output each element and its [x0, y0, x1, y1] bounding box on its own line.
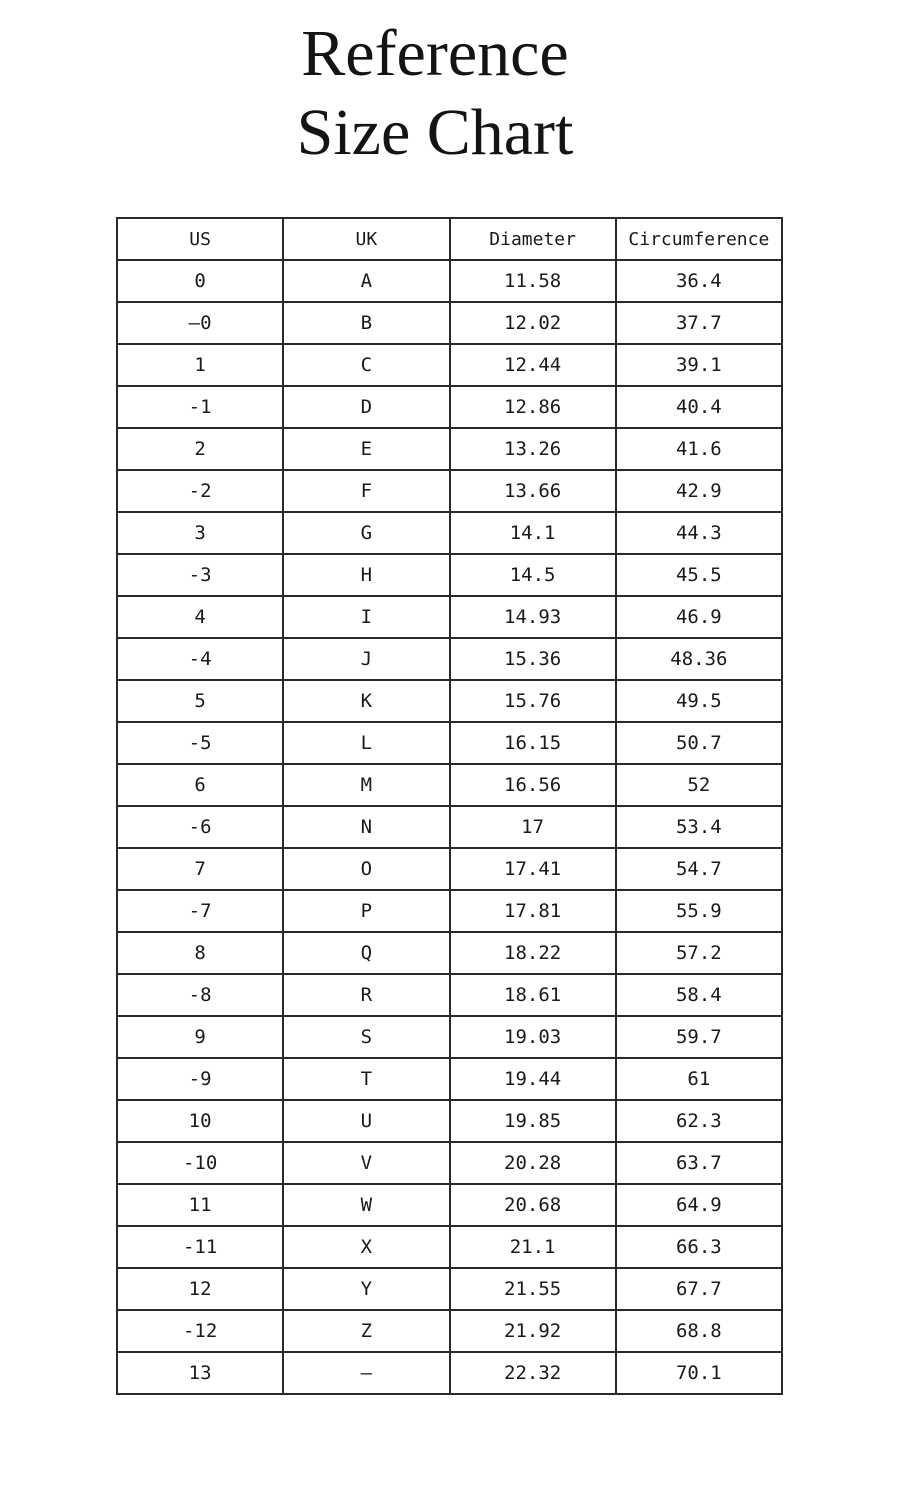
cell-uk: C	[283, 344, 449, 386]
table-row	[117, 344, 782, 386]
cell-circumference: 50.7	[616, 722, 782, 764]
table-row	[117, 1058, 782, 1100]
cell-uk: U	[283, 1100, 449, 1142]
cell-diameter: 12.02	[450, 302, 616, 344]
cell-diameter: 14.1	[450, 512, 616, 554]
cell-uk: T	[283, 1058, 449, 1100]
header-diameter: Diameter	[450, 218, 616, 260]
header-circumference: Circumference	[616, 218, 782, 260]
table-row	[117, 764, 782, 806]
cell-us: -12	[117, 1310, 283, 1352]
cell-diameter: 14.93	[450, 596, 616, 638]
cell-diameter: 13.26	[450, 428, 616, 470]
cell-circumference: 37.7	[616, 302, 782, 344]
cell-uk: V	[283, 1142, 449, 1184]
cell-us: 0	[117, 260, 283, 302]
cell-diameter: 15.36	[450, 638, 616, 680]
size-chart-table	[116, 217, 783, 1395]
cell-circumference: 63.7	[616, 1142, 782, 1184]
cell-us: -5	[117, 722, 283, 764]
cell-us: 10	[117, 1100, 283, 1142]
cell-us: —0	[117, 302, 283, 344]
cell-diameter: 15.76	[450, 680, 616, 722]
cell-diameter: 22.32	[450, 1352, 616, 1394]
cell-us: 13	[117, 1352, 283, 1394]
cell-us: -2	[117, 470, 283, 512]
cell-circumference: 59.7	[616, 1016, 782, 1058]
table-row	[117, 1184, 782, 1226]
cell-us: -9	[117, 1058, 283, 1100]
table-row	[117, 1310, 782, 1352]
cell-circumference: 46.9	[616, 596, 782, 638]
cell-diameter: 14.5	[450, 554, 616, 596]
cell-circumference: 45.5	[616, 554, 782, 596]
cell-uk: N	[283, 806, 449, 848]
cell-us: 6	[117, 764, 283, 806]
cell-circumference: 66.3	[616, 1226, 782, 1268]
cell-diameter: 17	[450, 806, 616, 848]
cell-us: 2	[117, 428, 283, 470]
table-row	[117, 680, 782, 722]
cell-uk: G	[283, 512, 449, 554]
cell-diameter: 19.03	[450, 1016, 616, 1058]
cell-circumference: 61	[616, 1058, 782, 1100]
cell-uk: O	[283, 848, 449, 890]
table-row	[117, 302, 782, 344]
table-row	[117, 890, 782, 932]
cell-us: 11	[117, 1184, 283, 1226]
table-row	[117, 470, 782, 512]
cell-circumference: 58.4	[616, 974, 782, 1016]
cell-us: 1	[117, 344, 283, 386]
table-row	[117, 638, 782, 680]
cell-uk: X	[283, 1226, 449, 1268]
cell-uk: R	[283, 974, 449, 1016]
page-title-line-2: Size Chart	[296, 96, 574, 169]
cell-us: 7	[117, 848, 283, 890]
cell-circumference: 42.9	[616, 470, 782, 512]
cell-diameter: 19.44	[450, 1058, 616, 1100]
cell-circumference: 49.5	[616, 680, 782, 722]
cell-uk: Y	[283, 1268, 449, 1310]
cell-us: -6	[117, 806, 283, 848]
cell-diameter: 13.66	[450, 470, 616, 512]
table-row	[117, 974, 782, 1016]
table-header-row	[117, 218, 782, 260]
cell-diameter: 20.68	[450, 1184, 616, 1226]
cell-diameter: 11.58	[450, 260, 616, 302]
cell-uk: J	[283, 638, 449, 680]
cell-diameter: 16.15	[450, 722, 616, 764]
cell-diameter: 21.92	[450, 1310, 616, 1352]
table-row	[117, 1226, 782, 1268]
table-row	[117, 512, 782, 554]
cell-uk: S	[283, 1016, 449, 1058]
cell-diameter: 18.22	[450, 932, 616, 974]
cell-diameter: 20.28	[450, 1142, 616, 1184]
table-row	[117, 260, 782, 302]
table-row	[117, 428, 782, 470]
cell-diameter: 21.1	[450, 1226, 616, 1268]
cell-circumference: 54.7	[616, 848, 782, 890]
cell-us: 4	[117, 596, 283, 638]
cell-diameter: 16.56	[450, 764, 616, 806]
header-us: US	[117, 218, 283, 260]
cell-us: 12	[117, 1268, 283, 1310]
cell-us: -1	[117, 386, 283, 428]
cell-uk: D	[283, 386, 449, 428]
cell-diameter: 12.86	[450, 386, 616, 428]
cell-circumference: 40.4	[616, 386, 782, 428]
cell-circumference: 55.9	[616, 890, 782, 932]
cell-circumference: 44.3	[616, 512, 782, 554]
cell-diameter: 21.55	[450, 1268, 616, 1310]
page-title-line-1: Reference	[301, 17, 569, 90]
cell-us: -8	[117, 974, 283, 1016]
cell-us: 8	[117, 932, 283, 974]
cell-uk: L	[283, 722, 449, 764]
cell-uk: H	[283, 554, 449, 596]
table-row	[117, 848, 782, 890]
table-row	[117, 1142, 782, 1184]
cell-uk: Z	[283, 1310, 449, 1352]
cell-diameter: 12.44	[450, 344, 616, 386]
cell-circumference: 48.36	[616, 638, 782, 680]
table-row	[117, 722, 782, 764]
cell-diameter: 17.41	[450, 848, 616, 890]
table-row	[117, 806, 782, 848]
cell-uk: B	[283, 302, 449, 344]
cell-circumference: 52	[616, 764, 782, 806]
cell-uk: A	[283, 260, 449, 302]
table-row	[117, 386, 782, 428]
cell-circumference: 68.8	[616, 1310, 782, 1352]
table-row	[117, 554, 782, 596]
cell-uk: E	[283, 428, 449, 470]
cell-uk: W	[283, 1184, 449, 1226]
cell-diameter: 17.81	[450, 890, 616, 932]
table-body	[117, 260, 782, 1394]
cell-circumference: 62.3	[616, 1100, 782, 1142]
cell-uk: I	[283, 596, 449, 638]
cell-us: 9	[117, 1016, 283, 1058]
cell-us: -3	[117, 554, 283, 596]
cell-circumference: 57.2	[616, 932, 782, 974]
table-row	[117, 596, 782, 638]
cell-us: 5	[117, 680, 283, 722]
cell-uk: K	[283, 680, 449, 722]
cell-us: -4	[117, 638, 283, 680]
header-uk: UK	[283, 218, 449, 260]
cell-uk: M	[283, 764, 449, 806]
cell-circumference: 64.9	[616, 1184, 782, 1226]
cell-circumference: 36.4	[616, 260, 782, 302]
cell-diameter: 19.85	[450, 1100, 616, 1142]
table-row	[117, 1016, 782, 1058]
cell-circumference: 67.7	[616, 1268, 782, 1310]
cell-circumference: 39.1	[616, 344, 782, 386]
cell-circumference: 53.4	[616, 806, 782, 848]
cell-us: -11	[117, 1226, 283, 1268]
cell-circumference: 41.6	[616, 428, 782, 470]
table-row	[117, 1268, 782, 1310]
cell-us: -7	[117, 890, 283, 932]
cell-uk: P	[283, 890, 449, 932]
cell-us: -10	[117, 1142, 283, 1184]
table-row	[117, 1100, 782, 1142]
cell-uk: F	[283, 470, 449, 512]
cell-diameter: 18.61	[450, 974, 616, 1016]
cell-uk: —	[283, 1352, 449, 1394]
table-row	[117, 1352, 782, 1394]
cell-circumference: 70.1	[616, 1352, 782, 1394]
cell-us: 3	[117, 512, 283, 554]
table-row	[117, 932, 782, 974]
cell-uk: Q	[283, 932, 449, 974]
